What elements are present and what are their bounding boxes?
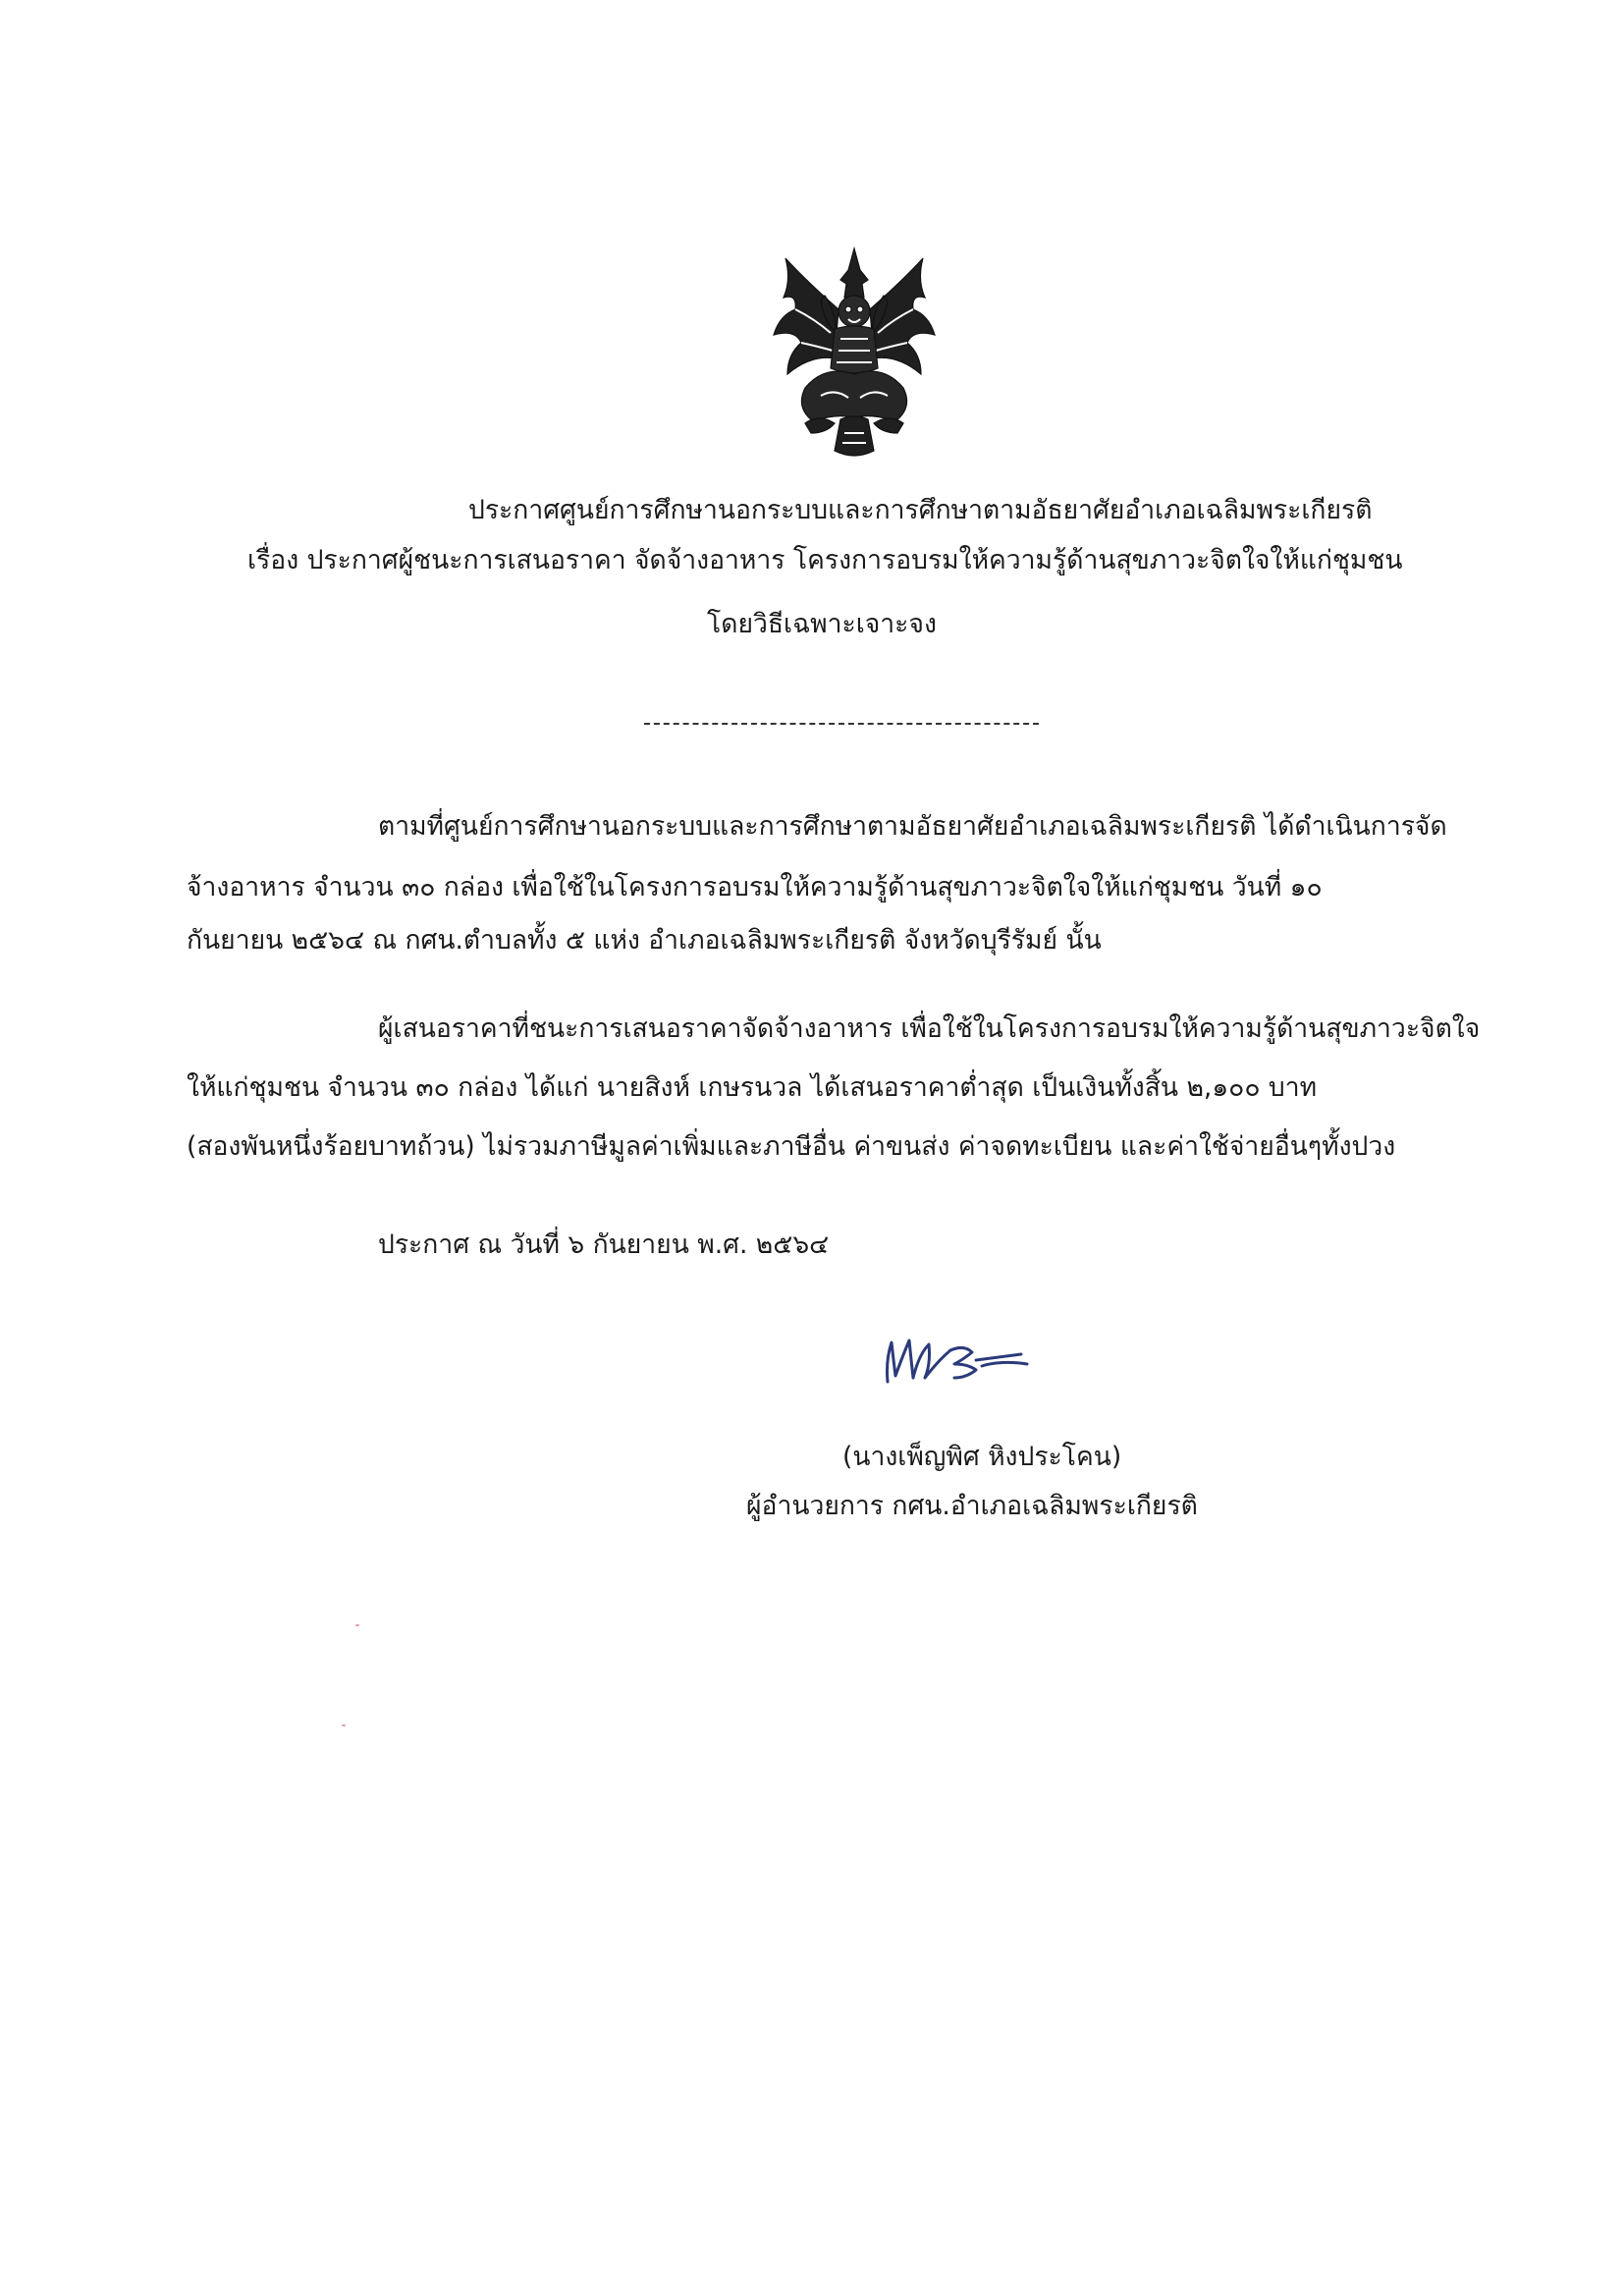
signatory-name: (นางเพ็ญพิศ หิงประโคน) bbox=[842, 1442, 1122, 1472]
signatory-position: ผู้อำนวยการ กศน.อำเภอเฉลิมพระเกียรติ bbox=[746, 1491, 1198, 1521]
paragraph1-line2: จ้างอาหาร จำนวน ๓๐ กล่อง เพื่อใช้ในโครงการอบรมให้ความรู้ด้านสุขภาวะจิตใจให้แก่ชุมชน วันที่ ๑๐ bbox=[187, 872, 1323, 902]
paragraph1-line1: ตามที่ศูนย์การศึกษานอกระบบและการศึกษาตามอัธยาศัยอำเภอเฉลิมพระเกียรติ ได้ดำเนินการจัด bbox=[378, 811, 1447, 842]
paragraph2-line2: ให้แก่ชุมชน จำนวน ๓๐ กล่อง ได้แก่ นายสิงห์ เกษรนวล ได้เสนอราคาต่ำสุด เป็นเงินทั้งสิ้น ๒,๑๐๐ บาท bbox=[187, 1072, 1318, 1103]
header-divider bbox=[644, 723, 1039, 725]
paragraph2-line1: ผู้เสนอราคาที่ชนะการเสนอราคาจัดจ้างอาหาร เพื่อใช้ในโครงการอบรมให้ความรู้ด้านสุขภาวะจิตใจ bbox=[378, 1013, 1481, 1044]
announcement-method: โดยวิธีเฉพาะเจาะจง bbox=[707, 609, 937, 639]
announcement-subject: เรื่อง ประกาศผู้ชนะการเสนอราคา จัดจ้างอาหาร โครงการอบรมให้ความรู้ด้านสุขภาวะจิตใจให้แก่ชุมชน bbox=[247, 545, 1403, 575]
scan-speck bbox=[355, 1624, 359, 1626]
garuda-emblem-icon bbox=[766, 241, 943, 466]
paragraph1-line3: กันยายน ๒๕๖๔ ณ กศน.ตำบลทั้ง ๕ แห่ง อำเภอเฉลิมพระเกียรติ จังหวัดบุรีรัมย์ นั้น bbox=[187, 925, 1102, 956]
scan-speck bbox=[342, 1724, 346, 1726]
signature-image bbox=[874, 1321, 1041, 1399]
announcement-title: ประกาศศูนย์การศึกษานอกระบบและการศึกษาตามอัธยาศัยอำเภอเฉลิมพระเกียรติ bbox=[468, 495, 1373, 525]
paragraph2-line3: (สองพันหนึ่งร้อยบาทถ้วน) ไม่รวมภาษีมูลค่าเพิ่มและภาษีอื่น ค่าขนส่ง ค่าจดทะเบียน และค่าใช้จ่ายอื่นๆทั้งปวง bbox=[187, 1131, 1396, 1162]
announcement-date: ประกาศ ณ วันที่ ๖ กันยายน พ.ศ. ๒๕๖๔ bbox=[378, 1230, 830, 1260]
